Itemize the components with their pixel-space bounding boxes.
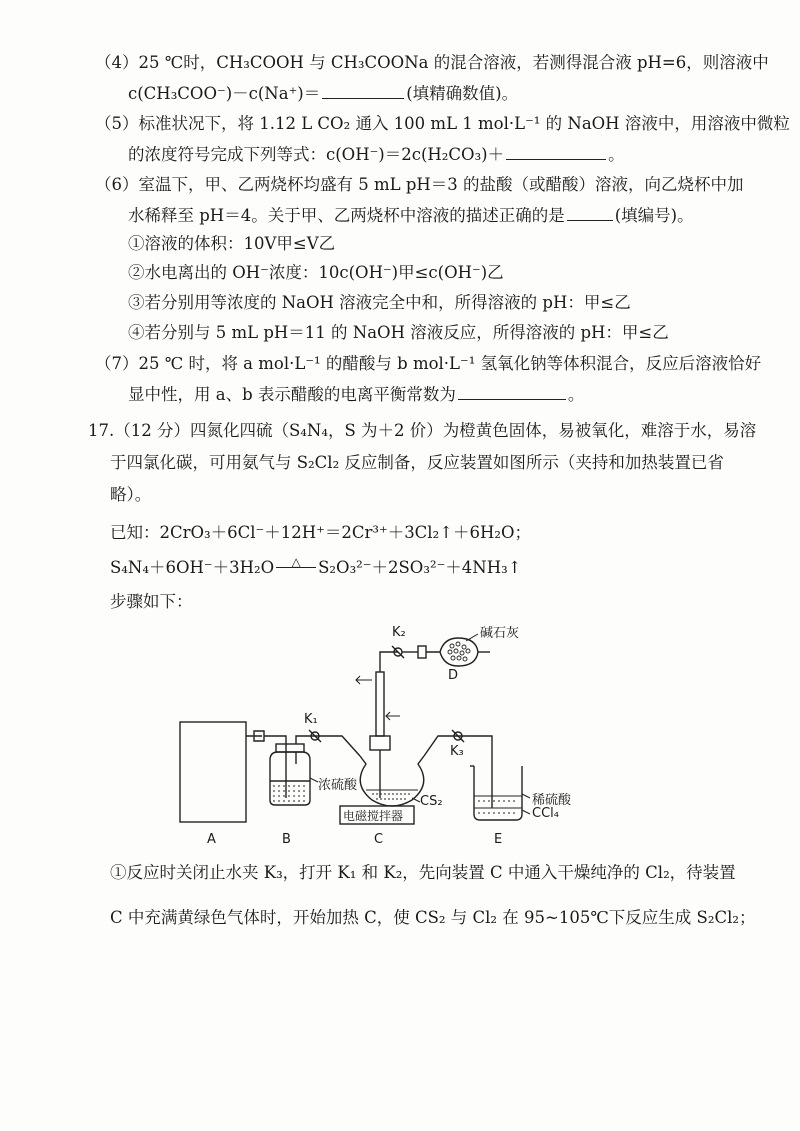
flask-c-liquid-fill xyxy=(372,794,412,799)
label-k3: K₃ xyxy=(450,744,464,759)
beaker-e-fill xyxy=(478,801,518,813)
q4-hint: (填精确数值)。 xyxy=(406,84,519,103)
beaker-e xyxy=(474,766,522,820)
label-e: E xyxy=(494,832,503,847)
q17-line1: 17.（12 分）四氮化四硫（S₄N₄，S 为＋2 价）为橙黄色固体，易被氧化，难溶于水，易溶 xyxy=(88,421,757,440)
q17-line2: 于四氯化碳，可用氨气与 S₂Cl₂ 反应制备，反应装置如图所示（夹持和加热装置已省 xyxy=(110,453,724,472)
q6-option-4: ④若分别与 5 mL pH＝11 的 NaOH 溶液反应，所得溶液的 pH：甲≤乙 xyxy=(128,323,669,342)
soda-lime-granules xyxy=(448,642,470,661)
q4-line1: （4）25 ℃时，CH₃COOH 与 CH₃COONa 的混合溶液，若测得混合液 pH=6，则溶液中 xyxy=(95,53,769,72)
step1-line2: C 中充满黄绿色气体时，开始加热 C，使 CS₂ 与 Cl₂ 在 95~105℃下反应生成 S₂Cl₂； xyxy=(110,908,756,927)
bottle-b-stopper xyxy=(276,744,304,752)
q7-end: 。 xyxy=(567,385,585,404)
condenser xyxy=(376,672,384,736)
q5-line1: （5）标准状况下，将 1.12 L CO₂ 通入 100 mL 1 mol·L⁻¹ 的 NaOH 溶液中，用溶液中微粒 xyxy=(95,114,790,133)
label-xiliusuan: 稀硫酸 xyxy=(532,793,572,808)
water-out-arrow xyxy=(356,676,372,684)
q6-option-1: ①溶液的体积：10V甲≤V乙 xyxy=(128,234,336,253)
q6-hint: (填编号)。 xyxy=(614,206,694,225)
bottle-b-liquid-fill xyxy=(273,786,307,801)
heat-condition: △ xyxy=(291,555,301,569)
tube-a-b xyxy=(246,731,264,741)
eq2-right: S₂O₃²⁻＋2SO₃²⁻＋4NH₃↑ xyxy=(318,558,522,577)
label-k2: K₂ xyxy=(392,625,406,640)
q7-question: 显中性，用 a、b 表示醋酸的电离平衡常数为 xyxy=(128,385,456,404)
q5-equation: 的浓度符号完成下列等式：c(OH⁻)＝2c(H₂CO₃)＋ xyxy=(128,145,505,164)
q7-line1: （7）25 ℃ 时，将 a mol·L⁻¹ 的醋酸与 b mol·L⁻¹ 氢氧化钠等体积混合，反应后溶液恰好 xyxy=(95,354,762,373)
wash-bottle-b xyxy=(270,752,310,805)
step1-line1: ①反应时关闭止水夹 K₃，打开 K₁ 和 K₂，先向装置 C 中通入干燥纯净的 Cl₂，待装置 xyxy=(110,863,736,882)
eq2-left: S₄N₄＋6OH⁻＋3H₂O xyxy=(110,558,275,577)
flask-c-center-neck xyxy=(370,736,390,750)
leader-jianshihui xyxy=(466,634,478,641)
apparatus-a-box xyxy=(180,722,246,822)
label-b: B xyxy=(282,832,291,847)
label-d: D xyxy=(448,668,459,683)
label-k1: K₁ xyxy=(304,712,318,727)
label-c: C xyxy=(374,832,384,847)
q6-line1: （6）室温下，甲、乙两烧杯均盛有 5 mL pH＝3 的盐酸（或醋酸）溶液，向乙烧杯中加 xyxy=(95,175,744,194)
q17-known-eq1: 已知：2CrO₃＋6Cl⁻＋12H⁺＝2Cr³⁺＋3Cl₂↑＋6H₂O； xyxy=(110,523,532,542)
q17-steps: 步骤如下： xyxy=(110,592,193,611)
leader-nongliusuan xyxy=(310,778,318,782)
q17-line3: 略）。 xyxy=(110,485,152,504)
q5-end: 。 xyxy=(608,145,625,164)
drying-tube-d-cap xyxy=(418,646,426,658)
water-in-arrow xyxy=(386,712,400,720)
label-jianshihui: 碱石灰 xyxy=(480,626,520,641)
q6-question: 水稀释至 pH＝4。关于甲、乙两烧杯中溶液的描述正确的是 xyxy=(128,206,565,225)
q4-expression: c(CH₃COO⁻)－c(Na⁺)＝ xyxy=(128,84,321,103)
label-stirrer: 电磁搅拌器 xyxy=(343,809,404,823)
label-cs2: CS₂ xyxy=(420,794,443,809)
leader-ccl4 xyxy=(522,810,530,814)
label-nongliusuan: 浓硫酸 xyxy=(318,778,358,793)
label-ccl4: CCl₄ xyxy=(532,806,559,821)
leader-xiliusuan xyxy=(522,794,530,798)
q6-option-2: ②水电离出的 OH⁻浓度：10c(OH⁻)甲≤c(OH⁻)乙 xyxy=(128,263,504,282)
leader-cs2 xyxy=(412,798,420,802)
label-a: A xyxy=(207,832,216,847)
q6-option-3: ③若分别用等浓度的 NaOH 溶液完全中和，所得溶液的 pH：甲≤乙 xyxy=(128,293,631,312)
